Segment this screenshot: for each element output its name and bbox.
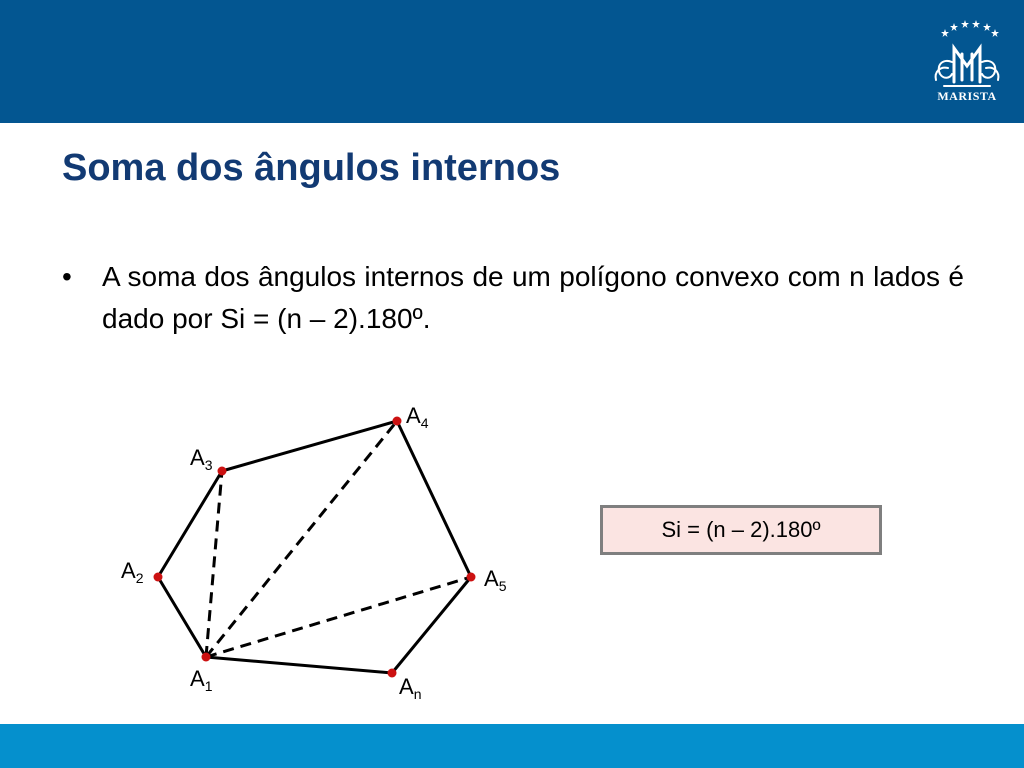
formula-text: Si = (n – 2).180º [661,517,821,542]
vertex-a1-dot [202,653,211,662]
vertex-label-a2: $A_2$ [121,558,144,586]
diagonal-a1-a4 [206,421,397,657]
edge-an-a1 [206,657,392,673]
bullet-marker: • [62,261,72,292]
vertex-label-a4: $A_4$ [406,403,429,431]
marista-emblem-icon [924,14,1010,94]
formula-box [600,505,882,555]
vertex-label-an: $A_n$ [399,674,422,702]
vertex-a2-dot [154,573,163,582]
vertex-a3-dot [218,467,227,476]
vertex-label-a5: $A_5$ [484,566,507,594]
bullet-text: A soma dos ângulos internos de um polígono convexo com n lados é dado por Si = (n – 2).180º. [102,261,964,334]
top-banner [0,0,1024,123]
marista-logo [924,14,1010,110]
vertex-a5-dot [467,573,476,582]
diagonal-a1-a3 [206,471,222,657]
vertex-label-a3: $A_3$ [190,445,213,473]
vertex-an-dot [388,669,397,678]
bullet-item [62,256,964,340]
edge-a3-a4 [222,421,397,471]
vertex-a4-dot [393,417,402,426]
bottom-banner [0,724,1024,768]
logo-text: MARISTA [937,89,997,103]
edge-a2-a3 [158,471,222,577]
edge-a5-an [392,577,471,673]
slide-title: Soma dos ângulos internos [62,147,561,189]
diagonal-a1-a5 [206,577,471,657]
vertex-label-a1: $A_1$ [190,666,213,694]
edge-a1-a2 [158,577,206,657]
edge-a4-a5 [397,421,471,577]
